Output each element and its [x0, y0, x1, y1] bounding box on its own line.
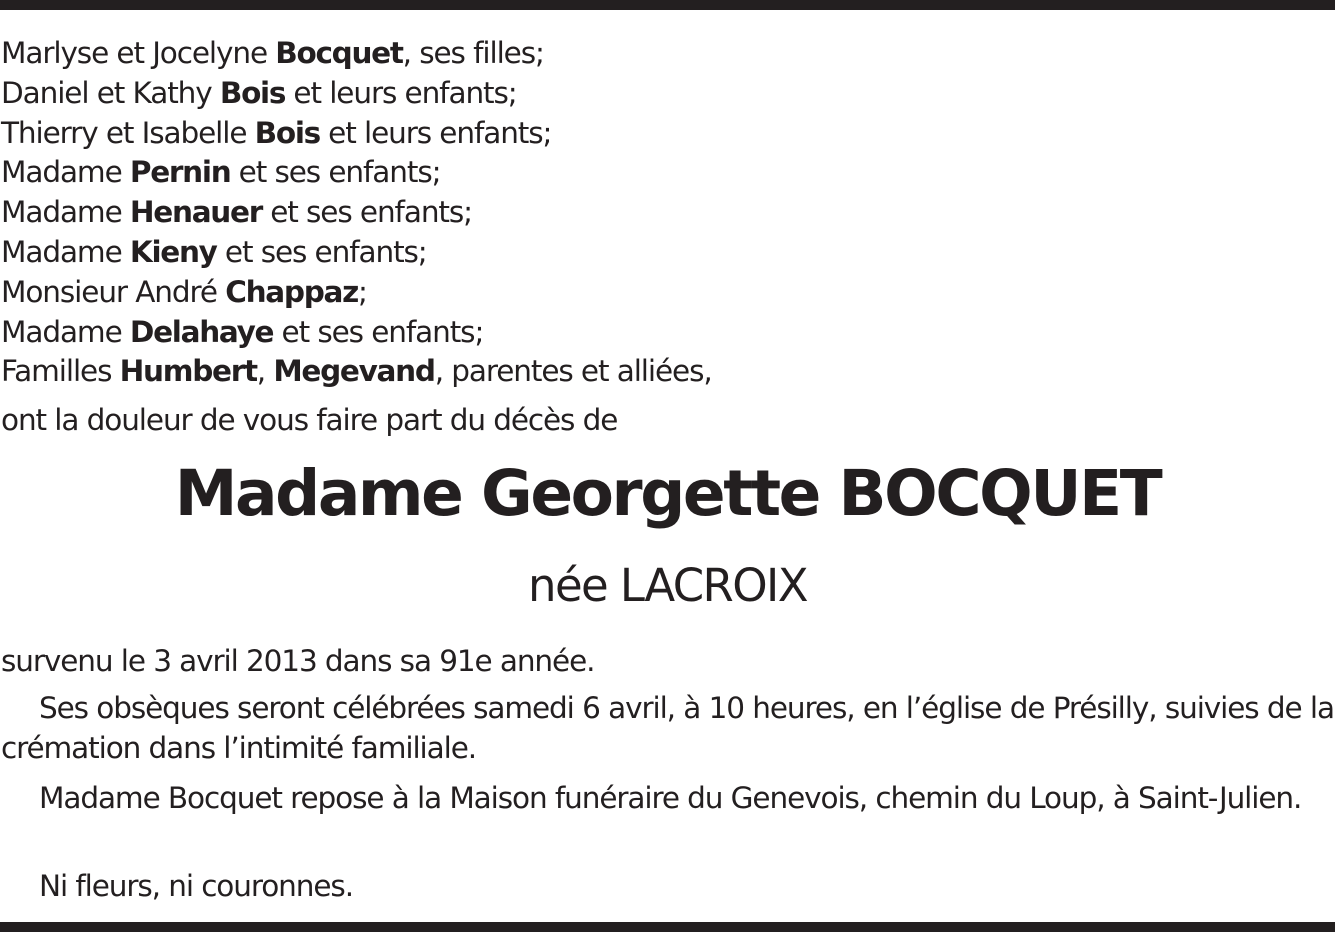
- family-name: Humbert: [119, 354, 257, 389]
- family-name: Bois: [219, 75, 286, 110]
- family-name: Bocquet: [275, 36, 403, 70]
- maiden-name: née LACROIX: [528, 559, 807, 612]
- mourner-line: Thierry et Isabelle Bois et leurs enfants;: [1, 115, 552, 150]
- family-name: Delahaye: [129, 314, 274, 349]
- families-line: Familles Humbert, Megevand, parentes et alliées,: [1, 354, 712, 389]
- family-name: Chappaz: [225, 274, 359, 309]
- resting-place-paragraph: Madame Bocquet repose à la Maison funéraire du Genevois, chemin du Loup, à Saint-Julien.: [39, 781, 1302, 815]
- date-of-death: survenu le 3 avril 2013 dans sa 91e année.: [1, 644, 595, 678]
- mourners-list: [1, 34, 1331, 392]
- funeral-paragraph: Ses obsèques seront célébrées samedi 6 avril, à 10 heures, en l’église de Présilly, suivies de la crémation dans l’intimité familiale.: [1, 691, 1334, 765]
- mourner-line: Marlyse et Jocelyne Bocquet, ses filles;: [1, 36, 544, 70]
- mourner-line: Madame Kieny et ses enfants;: [1, 234, 427, 269]
- mourner-line: Madame Henauer et ses enfants;: [1, 195, 472, 230]
- mourner-line: Madame Delahaye et ses enfants;: [1, 314, 484, 349]
- mourner-line: Monsieur André Chappaz;: [1, 274, 367, 309]
- bottom-border-rule: [0, 922, 1335, 932]
- family-name: Bois: [254, 115, 320, 150]
- mourner-line: Madame Pernin et ses enfants;: [1, 155, 441, 190]
- family-name: Pernin: [129, 155, 231, 190]
- family-name: Megevand: [273, 354, 435, 389]
- top-border-rule: [0, 0, 1335, 10]
- family-name: Henauer: [129, 195, 262, 230]
- family-name: Kieny: [129, 234, 217, 269]
- no-flowers-paragraph: Ni fleurs, ni couronnes.: [39, 869, 353, 903]
- announcement-intro: ont la douleur de vous faire part du décès de: [1, 403, 618, 437]
- deceased-name: Madame Georgette BOCQUET: [174, 457, 1161, 530]
- mourner-line: Daniel et Kathy Bois et leurs enfants;: [1, 75, 517, 110]
